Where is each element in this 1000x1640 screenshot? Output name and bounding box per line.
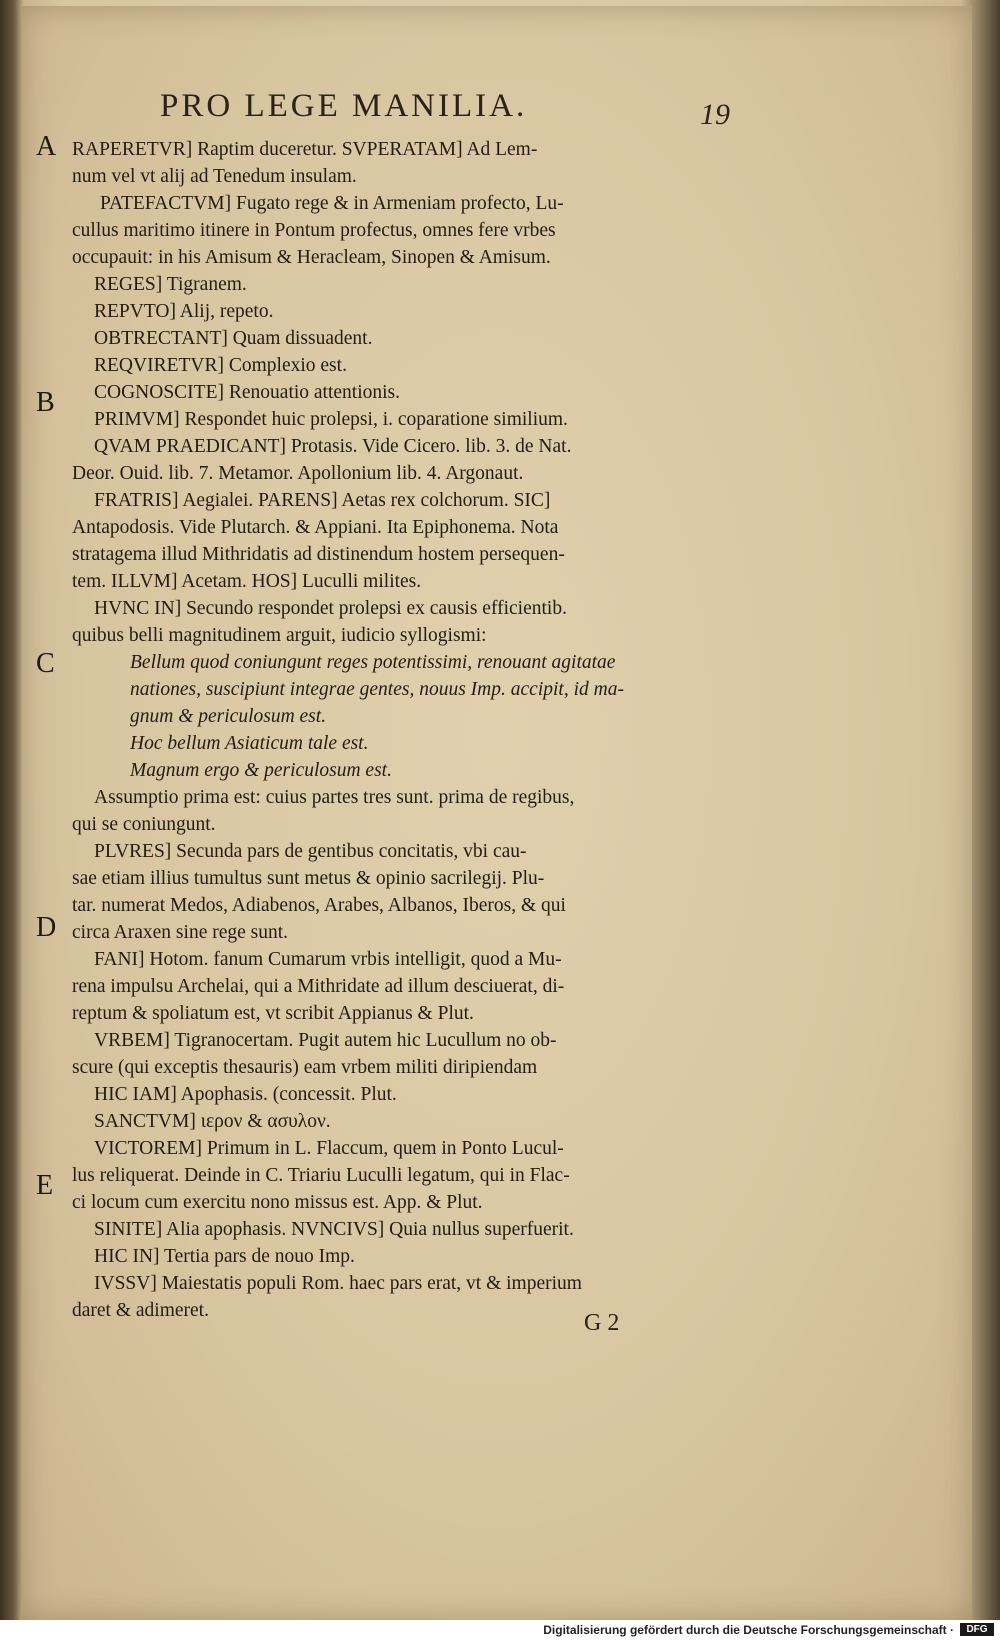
text-line: num vel vt alij ad Tenedum insulam. [72,166,357,187]
margin-letter-e: E [36,1170,54,1201]
text-line: PRIMVM] Respondet huic prolepsi, i. coparatione similium. [94,409,568,430]
running-header: PRO LEGE MANILIA. [160,88,528,124]
text-line: reptum & spoliatum est, vt scribit Appianus & Plut. [72,1003,474,1024]
margin-letter-c: C [36,648,55,679]
footer-credit: Digitalisierung gefördert durch die Deutsche Forschungsgemeinschaft · [543,1623,954,1637]
syllogism-line: nationes, suscipiunt integrae gentes, nouus Imp. accipit, id ma- [130,679,624,700]
text-line: ci locum cum exercitu nono missus est. App. & Plut. [72,1192,483,1213]
digitization-footer [0,1620,1000,1640]
text-line: circa Araxen sine rege sunt. [72,922,289,943]
text-line: VRBEM] Tigranocertam. Pugit autem hic Lucullum no ob- [94,1030,557,1051]
text-line: PATEFACTVM] Fugato rege & in Armeniam profecto, Lu- [100,193,564,214]
text-line: OBTRECTANT] Quam dissuadent. [94,328,373,349]
text-line: lus reliquerat. Deinde in C. Triariu Luculli legatum, qui in Flac- [72,1165,570,1186]
text-line: PLVRES] Secunda pars de gentibus concitatis, vbi cau- [94,841,527,862]
text-line: IVSSV] Maiestatis populi Rom. haec pars erat, vt & imperium [94,1273,582,1294]
dfg-logo: DFG [960,1623,994,1636]
text-line: HIC IN] Tertia pars de nouo Imp. [94,1246,355,1267]
text-line: COGNOSCITE] Renouatio attentionis. [94,382,401,403]
commentary-text [72,136,748,1324]
text-line: Deor. Ouid. lib. 7. Metamor. Apollonium lib. 4. Argonaut. [72,463,524,484]
text-line: qui se coniungunt. [72,814,216,835]
text-line: HIC IAM] Apophasis. (concessit. Plut. [94,1084,397,1105]
text-line: rena impulsu Archelai, qui a Mithridate ad illum desciuerat, di- [72,976,565,997]
folio-number: 19 [700,98,730,131]
signature-mark: G 2 [584,1310,620,1336]
syllogism-line: Magnum ergo & periculosum est. [130,760,392,781]
text-line: stratagema illud Mithridatis ad distinendum hostem persequen- [72,544,565,565]
text-line: Assumptio prima est: cuius partes tres sunt. prima de regibus, [94,787,575,808]
text-line: FANI] Hotom. fanum Cumarum vrbis intelligit, quod a Mu- [94,949,562,970]
text-line: scure (qui exceptis thesauris) eam vrbem militi diripiendam [72,1057,538,1078]
text-line: sae etiam illius tumultus sunt metus & opinio sacrilegij. Plu- [72,868,545,889]
margin-letter-d: D [36,912,57,943]
margin-letter-b: B [36,387,55,418]
text-line: SINITE] Alia apophasis. NVNCIVS] Quia nullus superfuerit. [94,1219,574,1240]
syllogism-line: Hoc bellum Asiaticum tale est. [130,733,369,754]
text-line: REGES] Tigranem. [94,274,247,295]
syllogism-line: Bellum quod coniungunt reges potentissimi, renouant agitatae [130,652,616,673]
text-line: Antapodosis. Vide Plutarch. & Appiani. Ita Epiphonema. Nota [72,517,559,538]
text-line: FRATRIS] Aegialei. PARENS] Aetas rex colchorum. SIC] [94,490,551,511]
text-line: VICTOREM] Primum in L. Flaccum, quem in Ponto Lucul- [94,1138,564,1159]
margin-letter-a: A [36,131,57,162]
text-line: occupauit: in his Amisum & Heracleam, Sinopen & Amisum. [72,247,551,268]
text-line: QVAM PRAEDICANT] Protasis. Vide Cicero. lib. 3. de Nat. [94,436,572,457]
text-line: tem. ILLVM] Acetam. HOS] Luculli milites. [72,571,422,592]
syllogism-line: gnum & periculosum est. [130,706,327,727]
text-line: HVNC IN] Secundo respondet prolepsi ex causis efficientib. [94,598,567,619]
text-line: REPVTO] Alij, repeto. [94,301,274,322]
text-line: quibus belli magnitudinem arguit, iudicio syllogismi: [72,625,487,646]
text-line: RAPERETVR] Raptim duceretur. SVPERATAM] Ad Lem- [72,139,538,160]
text-line: daret & adimeret. [72,1300,209,1321]
text-line: SANCTVM] ιερον & ασυλον. [94,1111,331,1132]
text-line: tar. numerat Medos, Adiabenos, Arabes, Albanos, Iberos, & qui [72,895,566,916]
text-line: REQVIRETVR] Complexio est. [94,355,347,376]
text-line: cullus maritimo itinere in Pontum profectus, omnes fere vrbes [72,220,556,241]
